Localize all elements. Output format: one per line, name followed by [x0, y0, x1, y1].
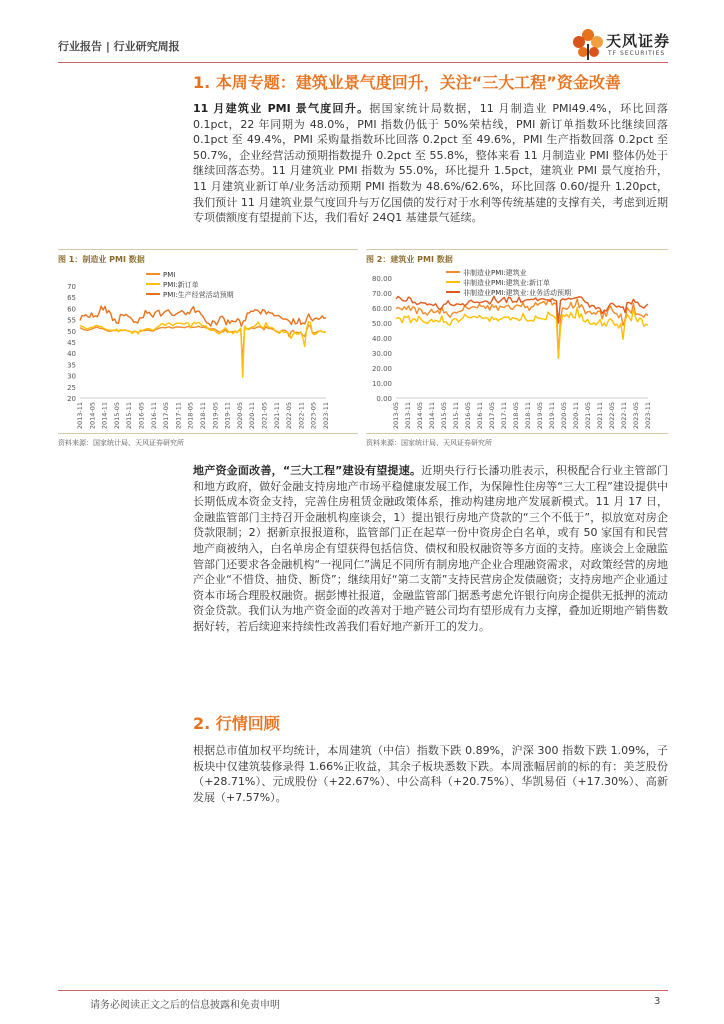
header-divider: [58, 62, 668, 63]
x-tick-label: 2020-05: [235, 402, 244, 430]
y-tick-label: 70: [67, 283, 76, 291]
paragraph-property-funding-lead: 地产资金面改善，“三大工程”建设有望提速。: [193, 464, 422, 477]
legend-label-1: 非制造业PMI:建筑业: [463, 269, 527, 277]
x-tick-label: 2017-05: [488, 402, 496, 430]
x-tick-label: 2019-05: [536, 402, 544, 430]
y-tick-label: 50.00: [371, 320, 392, 328]
x-tick-label: 2014-05: [416, 402, 424, 430]
figure2-source: 资料来源：国家统计局、天风证券研究所: [366, 439, 492, 447]
figure1: [58, 249, 358, 432]
footer-disclaimer: 请务必阅读正文之后的信息披露和免责申明: [90, 1000, 280, 1011]
series-line-3: [80, 306, 326, 326]
y-tick-label: 55: [67, 316, 76, 325]
x-tick-label: 2019-11: [223, 402, 232, 430]
y-tick-label: 50: [67, 327, 76, 336]
x-tick-label: 2022-11: [620, 402, 628, 430]
legend-label-2: PMI:新订单: [163, 281, 199, 289]
y-tick-label: 25: [67, 383, 76, 392]
y-tick-label: 20.00: [371, 365, 392, 373]
figure2-bottom-rule: [366, 433, 668, 434]
y-tick-label: 60.00: [371, 305, 392, 313]
x-tick-label: 2018-05: [512, 402, 520, 430]
x-tick-label: 2016-05: [464, 402, 472, 430]
y-tick-label: 60: [67, 305, 76, 314]
x-tick-label: 2014-11: [100, 402, 109, 430]
y-tick-label: 65: [67, 294, 76, 303]
x-tick-label: 2020-11: [248, 402, 257, 430]
figure1-chart: [58, 264, 358, 434]
section2-title: 2. 行情回顾: [193, 714, 280, 733]
x-tick-label: 2021-05: [260, 402, 269, 430]
paragraph-property-funding: [193, 463, 668, 635]
x-tick-label: 2020-11: [572, 402, 580, 430]
figure2: [366, 249, 668, 432]
logo-name: 天风证券: [606, 32, 671, 50]
legend-label-3: PMI:生产经营活动预期: [163, 291, 234, 299]
x-tick-label: 2018-11: [199, 402, 207, 430]
paragraph-market-review: 根据总市值加权平均统计，本周建筑（中信）指数下跌 0.89%，沪深 300 指数下跌 1.09%，子板块中仅建筑装修录得 1.66%正收益，其余子板块悉数下跌。本周涨幅居前的标的有：美芝股份（+28.71%）、元成股份（+22.67%）、中公高科（+20.75%）、华凯易佰（+17.30%）、高新发展（+7.57%）。: [193, 744, 668, 804]
legend-label-3: 非制造业PMI:建筑业:业务活动预期: [463, 289, 572, 297]
x-tick-label: 2019-05: [211, 402, 220, 430]
x-tick-label: 2018-11: [524, 402, 532, 430]
section1-title: 1. 本周专题：建筑业景气度回升，关注“三大工程”资金改善: [193, 73, 621, 92]
paragraph-pmi-body: 据国家统计局数据，11 月制造业 PMI49.4%，环比回落 0.1pct，22 年同期为 48.0%，PMI 指数仍低于 50%荣枯线，PMI 新订单指数环比继续回落 0.1pct 至 49.4%，PMI 采购量指数环比回落 0.2pct 至 49.6%，PMI 生产指数回落 0.2pct 至 50.7%，企业经营活动预期指数提升 0.2pct 至 55.8%，整体来看 11 月制造业 PMI 整体仍处于继续回落态势。11 月建筑业 PMI 指数为 55.0%，环比提升 1.5pct，建筑业 PMI 景气度抬升，11 月建筑业新订单/业务活动预期 PMI 指数为 48.6%/62.6%，环比回落 0.60/提升 1.20pct，我们预计 11 月建筑业景气度回升与万亿国债的发行对于水利等传统基建的支撑有关，考虑到近期专项债额度有望提前下达，我们看好 24Q1 基建景气延续。: [193, 102, 668, 225]
x-tick-label: 2022-05: [608, 402, 616, 430]
x-tick-label: 2016-11: [149, 402, 158, 430]
x-tick-label: 2023-11: [322, 402, 330, 430]
figure1-title: 图 1：制造业 PMI 数据: [58, 255, 145, 264]
x-tick-label: 2018-05: [186, 402, 195, 430]
x-tick-label: 2017-11: [500, 402, 508, 430]
company-logo: [572, 24, 682, 64]
x-tick-label: 2017-05: [162, 402, 171, 430]
x-tick-label: 2021-05: [584, 402, 592, 430]
figure2-title: 图 2：建筑业 PMI 数据: [366, 255, 453, 264]
x-tick-label: 2021-11: [596, 402, 604, 430]
series-line-1: [396, 299, 648, 358]
y-tick-label: 80.00: [371, 275, 392, 283]
x-tick-label: 2023-11: [644, 402, 652, 430]
x-tick-label: 2013-11: [404, 402, 412, 430]
y-tick-label: 30.00: [371, 350, 392, 358]
paragraph-pmi-lead: 11 月建筑业 PMI 景气度回升。: [193, 102, 370, 115]
page-number: 3: [654, 996, 661, 1007]
x-tick-label: 2015-05: [112, 402, 121, 430]
x-tick-label: 2013-05: [392, 402, 400, 430]
y-tick-label: 35: [67, 361, 76, 370]
x-tick-label: 2015-11: [452, 402, 460, 430]
x-tick-label: 2013-11: [76, 402, 84, 430]
y-tick-label: 0.00: [376, 395, 392, 403]
y-tick-label: 40: [67, 350, 76, 359]
paragraph-pmi: [193, 101, 668, 226]
figure1-bottom-rule: [58, 433, 358, 434]
x-tick-label: 2020-05: [560, 402, 568, 430]
series-line-2: [396, 307, 648, 357]
y-tick-label: 45: [67, 339, 76, 347]
y-tick-label: 10.00: [371, 380, 392, 388]
y-tick-label: 30: [67, 372, 76, 381]
x-tick-label: 2014-11: [428, 402, 436, 430]
logo-flower-icon: [572, 26, 604, 62]
figure1-source: 资料来源：国家统计局、天风证券研究所: [58, 439, 184, 447]
x-tick-label: 2023-05: [309, 402, 318, 430]
legend-label-1: PMI: [163, 271, 176, 279]
x-tick-label: 2019-11: [548, 402, 556, 430]
legend-label-2: 非制造业PMI:建筑业:新订单: [463, 279, 551, 287]
y-tick-label: 40.00: [371, 335, 392, 343]
logo-subtitle: TF SECURITIES: [608, 50, 666, 57]
x-tick-label: 2022-05: [285, 402, 294, 430]
report-header: 行业报告 | 行业研究周报: [58, 40, 180, 53]
series-line-2: [80, 321, 326, 377]
x-tick-label: 2015-05: [440, 402, 448, 430]
x-tick-label: 2021-11: [272, 402, 281, 430]
series-line-1: [80, 325, 326, 363]
figure2-chart: [366, 264, 668, 434]
x-tick-label: 2022-11: [297, 402, 306, 430]
x-tick-label: 2014-05: [88, 402, 97, 430]
x-tick-label: 2023-05: [632, 402, 640, 430]
x-tick-label: 2016-05: [137, 402, 146, 430]
y-tick-label: 70.00: [371, 290, 392, 298]
x-tick-label: 2017-11: [174, 402, 183, 430]
y-tick-label: 20: [67, 395, 76, 403]
x-tick-label: 2015-11: [125, 402, 134, 430]
footer-divider: [58, 990, 668, 991]
paragraph-property-funding-body: 近期央行行长潘功胜表示，积极配合行业主管部门和地方政府，做好金融支持房地产市场平稳健康发展工作，为保障性住房等“三大工程”建设提供中长期低成本资金支持，完善住房租赁金融政策体系，推动构建房地产发展新模式。11 月 17 日，金融监管部门主持召开金融机构座谈会，1）提出银行房地产贷款的“三个不低于”，拟放宽对房企贷款限制；2）据新京报报道称，监管部门正在起草一份中资房企白名单，或有 50 家国有和民营地产商被纳入，白名单房企有望获得包括信贷、债权和股权融资等多方面的支持。座谈会上金融监管部门还要求各金融机构“一视同仁”满足不同所有制房地产企业合理融资需求，对政策经营的房地产企业“不惜贷、抽贷、断贷”；继续用好“第二支箭”支持民营房企发债融资；支持房地产企业通过资本市场合理股权融资。据彭博社报道，金融监管部门据悉考虑允许银行向房企提供无抵押的流动资金贷款。我们认为地产资金面的改善对于地产链公司均有望形成有力支撑，叠加近期地产销售数据好转，若后续迎来持续性改善我们看好地产新开工的发力。: [193, 464, 668, 633]
x-tick-label: 2016-11: [476, 402, 484, 430]
